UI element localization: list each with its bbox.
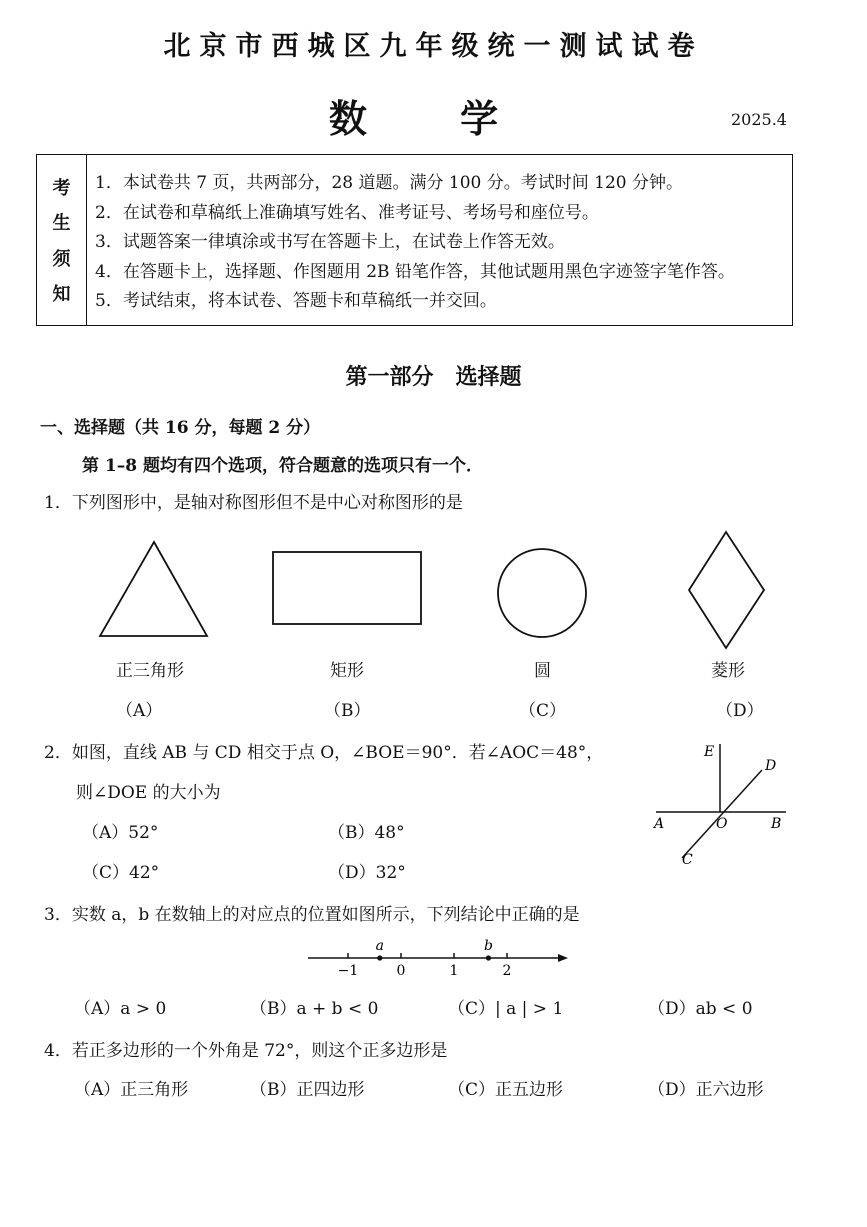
label-d: D [765,758,777,774]
q4-option-d: （D）正六边形 [648,1080,764,1100]
subject-title: 数 学 [328,96,539,141]
label-e: E [704,744,715,760]
triangle-shape [100,542,207,636]
axis-tick-label: −1 [337,963,359,979]
notice-label [37,155,87,325]
exam-date: 2025.4 [731,110,787,129]
section-instruction: 第 1–8 题均有四个选项，符合题意的选项只有一个． [82,456,483,476]
q1-option: （D） [716,701,764,721]
label-o: O [716,816,728,832]
shape-name: 矩形 [330,661,364,681]
point-b [486,955,491,960]
circle-shape [498,549,586,637]
point-label-a: a [375,938,384,954]
rhombus-shape [689,532,764,648]
shape-name: 圆 [534,661,551,681]
q3-option-d: （D）ab < 0 [648,999,753,1019]
axis-arrow [558,954,568,962]
part-title: 第一部分 选择题 [345,364,522,390]
q2-option-b: （B）48° [328,823,405,843]
exam-title: 北京市西城区九年级统一测试试卷 [163,31,704,62]
axis-tick-label: 2 [502,963,512,979]
axis-tick-label: 0 [396,963,406,979]
q4-option-b: （B）正四边形 [250,1080,365,1100]
label-b: B [771,816,782,832]
notice-label-char: 生 [52,213,71,235]
q3-option-c: （C）| a | > 1 [448,999,564,1019]
point-a [377,955,382,960]
q1-option: （C） [519,701,567,721]
q2-stem-line2: 则∠DOE 的大小为 [76,783,221,803]
notice-items [95,169,735,317]
shape-name: 菱形 [711,661,745,681]
number-line [300,930,580,982]
notice-item: 1．本试卷共 7 页，共两部分，28 道题。满分 100 分。考试时间 120 分钟。 [95,173,683,193]
section-heading: 一、选择题（共 16 分，每题 2 分） [40,418,321,438]
q1-option: （B） [324,701,371,721]
line-cd [682,770,762,858]
q3-option-b: （B）a + b < 0 [250,999,379,1019]
q4-option-a: （A）正三角形 [74,1080,189,1100]
rectangle-shape [273,552,421,624]
point-label-b: b [483,938,493,954]
label-c: C [682,852,693,868]
q2-stem-line1: 2．如图，直线 AB 与 CD 相交于点 O，∠BOE＝90°．若∠AOC＝48°， [44,743,604,763]
notice-item: 5．考试结束，将本试卷、答题卡和草稿纸一并交回。 [95,291,497,311]
notice-item: 2．在试卷和草稿纸上准确填写姓名、准考证号、考场号和座位号。 [95,202,599,223]
q2-option-a: （A）52° [82,823,159,843]
q4-stem: 4．若正多边形的一个外角是 72°，则这个正多边形是 [44,1041,448,1061]
notice-label-char: 知 [52,284,71,306]
shape-name: 正三角形 [116,661,184,681]
q1-shapes [0,520,867,660]
label-a: A [654,816,665,832]
q2-figure [640,736,790,872]
notice-item: 4．在答题卡上，选择题、作图题用 2B 铅笔作答，其他试题用黑色字迹签字笔作答。 [95,261,735,282]
notice-box [36,154,793,326]
q1-stem: 1．下列图形中，是轴对称图形但不是中心对称图形的是 [44,493,463,513]
notice-label-char: 须 [52,248,71,270]
q3-option-a: （A）a > 0 [74,999,167,1019]
q4-option-c: （C）正五边形 [448,1080,564,1100]
q3-stem: 3．实数 a，b 在数轴上的对应点的位置如图所示，下列结论中正确的是 [44,905,580,925]
q2-option-c: （C）42° [82,863,160,883]
axis-tick-label: 1 [449,963,459,979]
notice-item: 3．试题答案一律填涂或书写在答题卡上，在试卷上作答无效。 [95,232,565,252]
q2-option-d: （D）32° [328,863,406,883]
notice-label-char: 考 [52,177,71,199]
q1-option: （A） [116,701,163,721]
